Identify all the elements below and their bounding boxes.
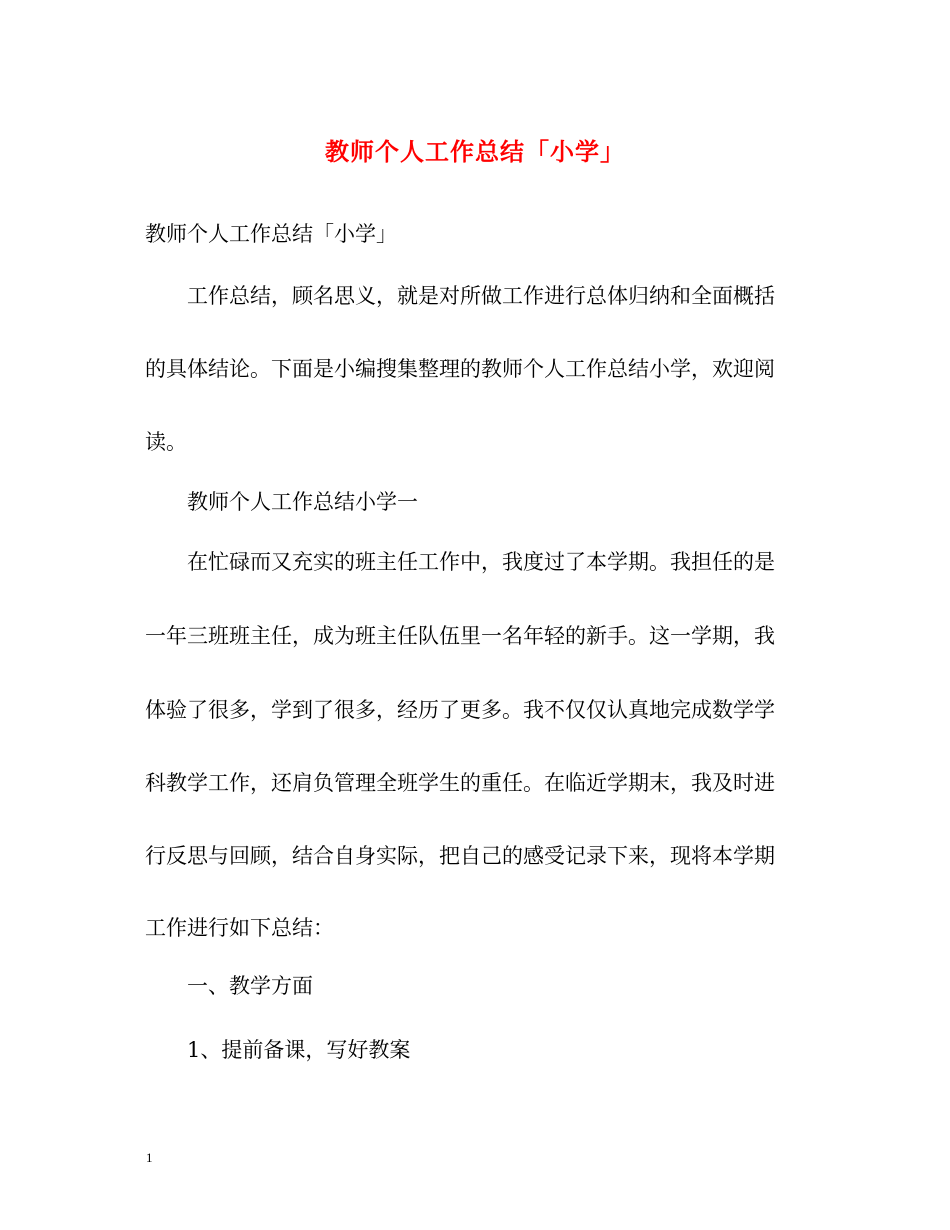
section-heading: 教师个人工作总结小学一 — [187, 490, 418, 514]
page-number: 1 — [146, 1150, 153, 1165]
paragraph-line: 读。 — [145, 430, 187, 454]
document-title: 教师个人工作总结「小学」 — [325, 137, 625, 166]
paragraph-line: 科教学工作，还肩负管理全班学生的重任。在临近学期末，我及时进 — [145, 771, 775, 795]
paragraph-line: 工作总结，顾名思义，就是对所做工作进行总体归纳和全面概括 — [187, 284, 775, 308]
subsection-heading: 1、提前备课，写好教案 — [187, 1038, 411, 1062]
section-heading: 一、教学方面 — [187, 974, 313, 998]
subtitle-line: 教师个人工作总结「小学」 — [145, 222, 397, 246]
paragraph-line: 一年三班班主任，成为班主任队伍里一名年轻的新手。这一学期，我 — [145, 624, 775, 648]
paragraph-line: 的具体结论。下面是小编搜集整理的教师个人工作总结小学，欢迎阅 — [145, 357, 775, 381]
paragraph-line: 体验了很多，学到了很多，经历了更多。我不仅仅认真地完成数学学 — [145, 698, 775, 722]
paragraph-line: 行反思与回顾，结合自身实际，把自己的感受记录下来，现将本学期 — [145, 844, 775, 868]
paragraph-line: 工作进行如下总结： — [145, 916, 334, 940]
paragraph-line: 在忙碌而又充实的班主任工作中，我度过了本学期。我担任的是 — [187, 550, 775, 574]
